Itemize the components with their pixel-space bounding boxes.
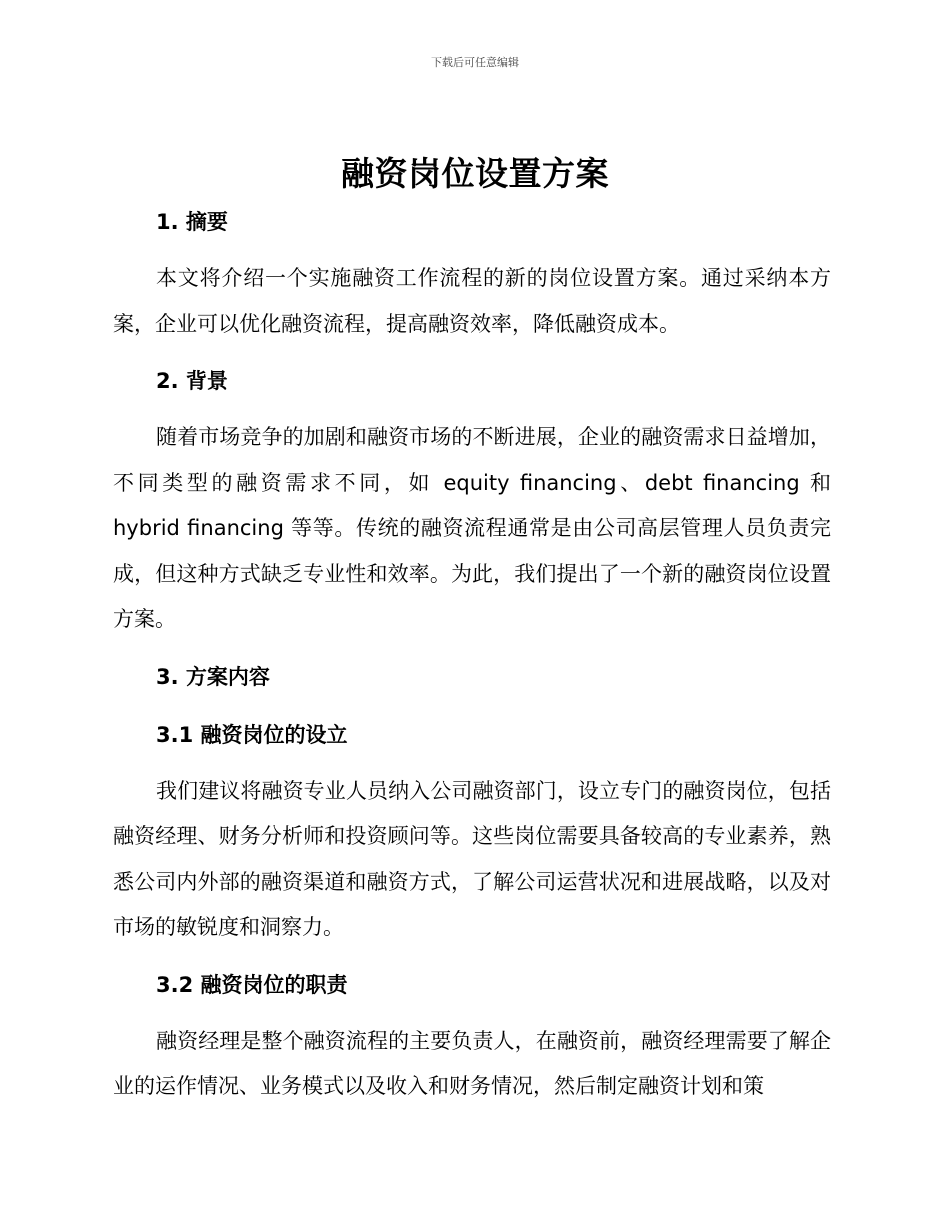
section-paragraph-summary: 本文将介绍一个实施融资工作流程的新的岗位设置方案。通过采纳本方案，企业可以优化融资流程，提高融资效率，降低融资成本。 (113, 266, 831, 336)
subsection-heading-establishment: 3.1 融资岗位的设立 (156, 722, 348, 747)
section-heading-background: 2. 背景 (156, 369, 228, 393)
document-body (113, 200, 831, 1110)
section-heading-plan-content: 3. 方案内容 (156, 664, 270, 689)
subsection-paragraph-responsibilities: 融资经理是整个融资流程的主要负责人，在融资前，融资经理需要了解企业的运作情况、业务模式以及收入和财务情况，然后制定融资计划和策 (113, 1028, 831, 1098)
subsection-heading-responsibilities: 3.2 融资岗位的职责 (156, 972, 348, 997)
page-header-note: 下载后可任意编辑 (431, 56, 519, 69)
subsection-paragraph-establishment: 我们建议将融资专业人员纳入公司融资部门，设立专门的融资岗位，包括融资经理、财务分析师和投资顾问等。这些岗位需要具备较高的专业素养，熟悉公司内外部的融资渠道和融资方式，了解公司运营状况和进展战略，以及对市场的敏锐度和洞察力。 (113, 778, 831, 939)
section-paragraph-background: 随着市场竞争的加剧和融资市场的不断进展，企业的融资需求日益增加，不同类型的融资需求不同，如 equity financing、debt financing 和 hybrid financing 等等。传统的融资流程通常是由公司高层管理人员负责完成，但这种方式缺乏专业性和效率。为此，我们提出了一个新的融资岗位设置方案。 (113, 425, 831, 631)
section-heading-summary: 1. 摘要 (156, 210, 228, 234)
page-title: 融资岗位设置方案 (341, 154, 609, 193)
